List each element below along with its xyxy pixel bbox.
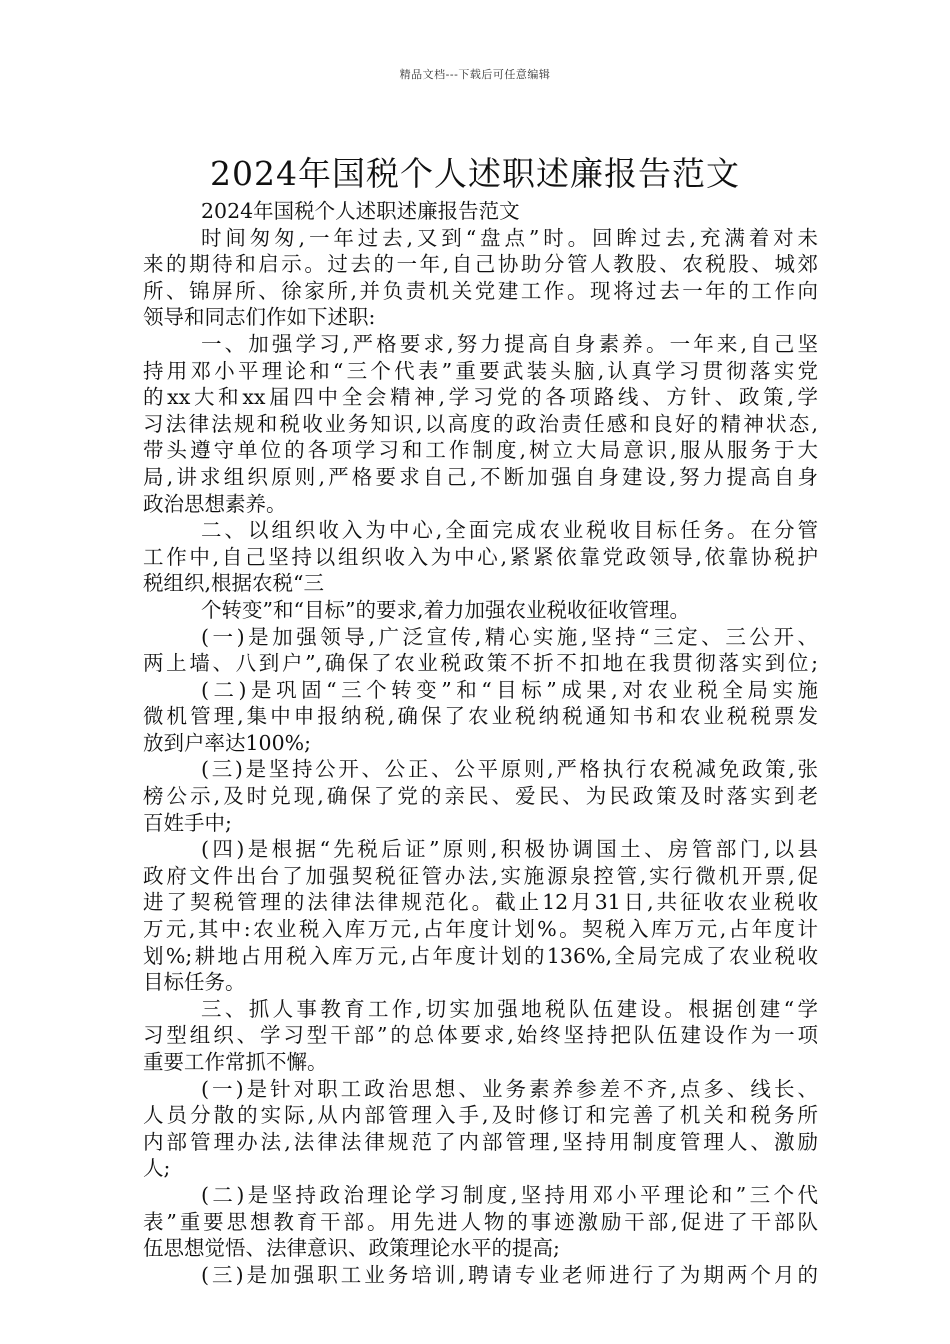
text-line: 局,讲求组织原则,严格要求自己,不断加强自身建设,努力提高自身: [143, 464, 818, 489]
text-line: 个转变”和“目标”的要求,着力加强农业税收征收管理。: [201, 597, 690, 622]
text-line: 政治思想素养。: [143, 491, 287, 516]
text-line: 工作中,自己坚持以组织收入为中心,紧紧依靠党政领导,依靠协税护: [143, 544, 818, 569]
text-line: (一)是加强领导,广泛宣传,精心实施,坚持“三定、三公开、: [201, 624, 818, 649]
text-line: (四)是根据“先税后证”原则,积极协调国土、房管部门,以县: [201, 837, 818, 862]
text-line: 持用邓小平理论和“三个代表”重要武装头脑,认真学习贯彻落实党: [143, 358, 818, 383]
text-line: 人;: [143, 1156, 171, 1181]
text-line: 榜公示,及时兑现,确保了党的亲民、爱民、为民政策及时落实到老: [143, 784, 818, 809]
document-body: [143, 198, 818, 1288]
text-line: 三、抓人事教育工作,切实加强地税队伍建设。根据创建“学: [201, 996, 818, 1021]
text-line: 带头遵守单位的各项学习和工作制度,树立大局意识,服从服务于大: [143, 438, 818, 463]
text-line: 万元,其中:农业税入库万元,占年度计划%。契税入库万元,占年度计: [143, 917, 818, 942]
text-line: 伍思想觉悟、法律意识、政策理论水平的提高;: [143, 1236, 560, 1261]
text-line: 进了契税管理的法律法律规范化。截止12月31日,共征收农业税收: [143, 890, 818, 915]
text-line: (二)是坚持政治理论学习制度,坚持用邓小平理论和”三个代: [201, 1182, 818, 1207]
text-line: 领导和同志们作如下述职:: [143, 305, 376, 330]
text-line: (三)是坚持公开、公正、公平原则,严格执行农税减免政策,张: [201, 757, 818, 782]
text-line: 税组织,根据农税“三: [143, 571, 324, 596]
text-line: 内部管理办法,法律法律规范了内部管理,坚持用制度管理人、激励: [143, 1129, 818, 1154]
text-line: 一、加强学习,严格要求,努力提高自身素养。一年来,自己坚: [201, 331, 818, 356]
text-line: 时间匆匆,一年过去,又到“盘点”时。回眸过去,充满着对未: [201, 225, 818, 250]
text-line: 微机管理,集中申报纳税,确保了农业税纳税通知书和农业税税票发: [143, 704, 818, 729]
text-line: (二)是巩固“三个转变”和“目标”成果,对农业税全局实施: [201, 677, 818, 702]
text-line: 表”重要思想教育干部。用先进人物的事迹激励干部,促进了干部队: [143, 1209, 818, 1234]
text-line: 习型组织、学习型干部”的总体要求,始终坚持把队伍建设作为一项: [143, 1023, 818, 1048]
text-line: 划%;耕地占用税入库万元,占年度计划的136%,全局完成了农业税收: [143, 943, 818, 968]
text-line: 二、以组织收入为中心,全面完成农业税收目标任务。在分管: [201, 518, 818, 543]
text-line: 放到户率达100%;: [143, 730, 312, 755]
text-line: 习法律法规和税收业务知识,以高度的政治责任感和良好的精神状态,: [143, 411, 818, 436]
text-line: (一)是针对职工政治思想、业务素养参差不齐,点多、线长、: [201, 1076, 818, 1101]
text-line: 政府文件出台了加强契税征管办法,实施源泉控管,实行微机开票,促: [143, 863, 818, 888]
text-line: 所、锦屏所、徐家所,并负责机关党建工作。现将过去一年的工作向: [143, 278, 818, 303]
text-line: 重要工作常抓不懈。: [143, 1050, 328, 1074]
text-line: (三)是加强职工业务培训,聘请专业老师进行了为期两个月的: [201, 1262, 818, 1287]
text-line: 两上墙、八到户”,确保了农业税政策不折不扣地在我贯彻落实到位;: [143, 651, 818, 676]
text-line: 的xx大和xx届四中全会精神,学习党的各项路线、方针、政策,学: [143, 385, 818, 410]
text-line: 百姓手中;: [143, 810, 232, 835]
document-title: 2024年国税个人述职述廉报告范文: [210, 154, 740, 194]
text-line: 目标任务。: [143, 970, 246, 995]
text-line: 来的期待和启示。过去的一年,自己协助分管人教股、农税股、城郊: [143, 252, 818, 277]
text-line: 人员分散的实际,从内部管理入手,及时修订和完善了机关和税务所: [143, 1103, 818, 1128]
header-note: 精品文档---下载后可任意编辑: [399, 68, 551, 81]
text-line: 2024年国税个人述职述廉报告范文: [201, 199, 520, 223]
